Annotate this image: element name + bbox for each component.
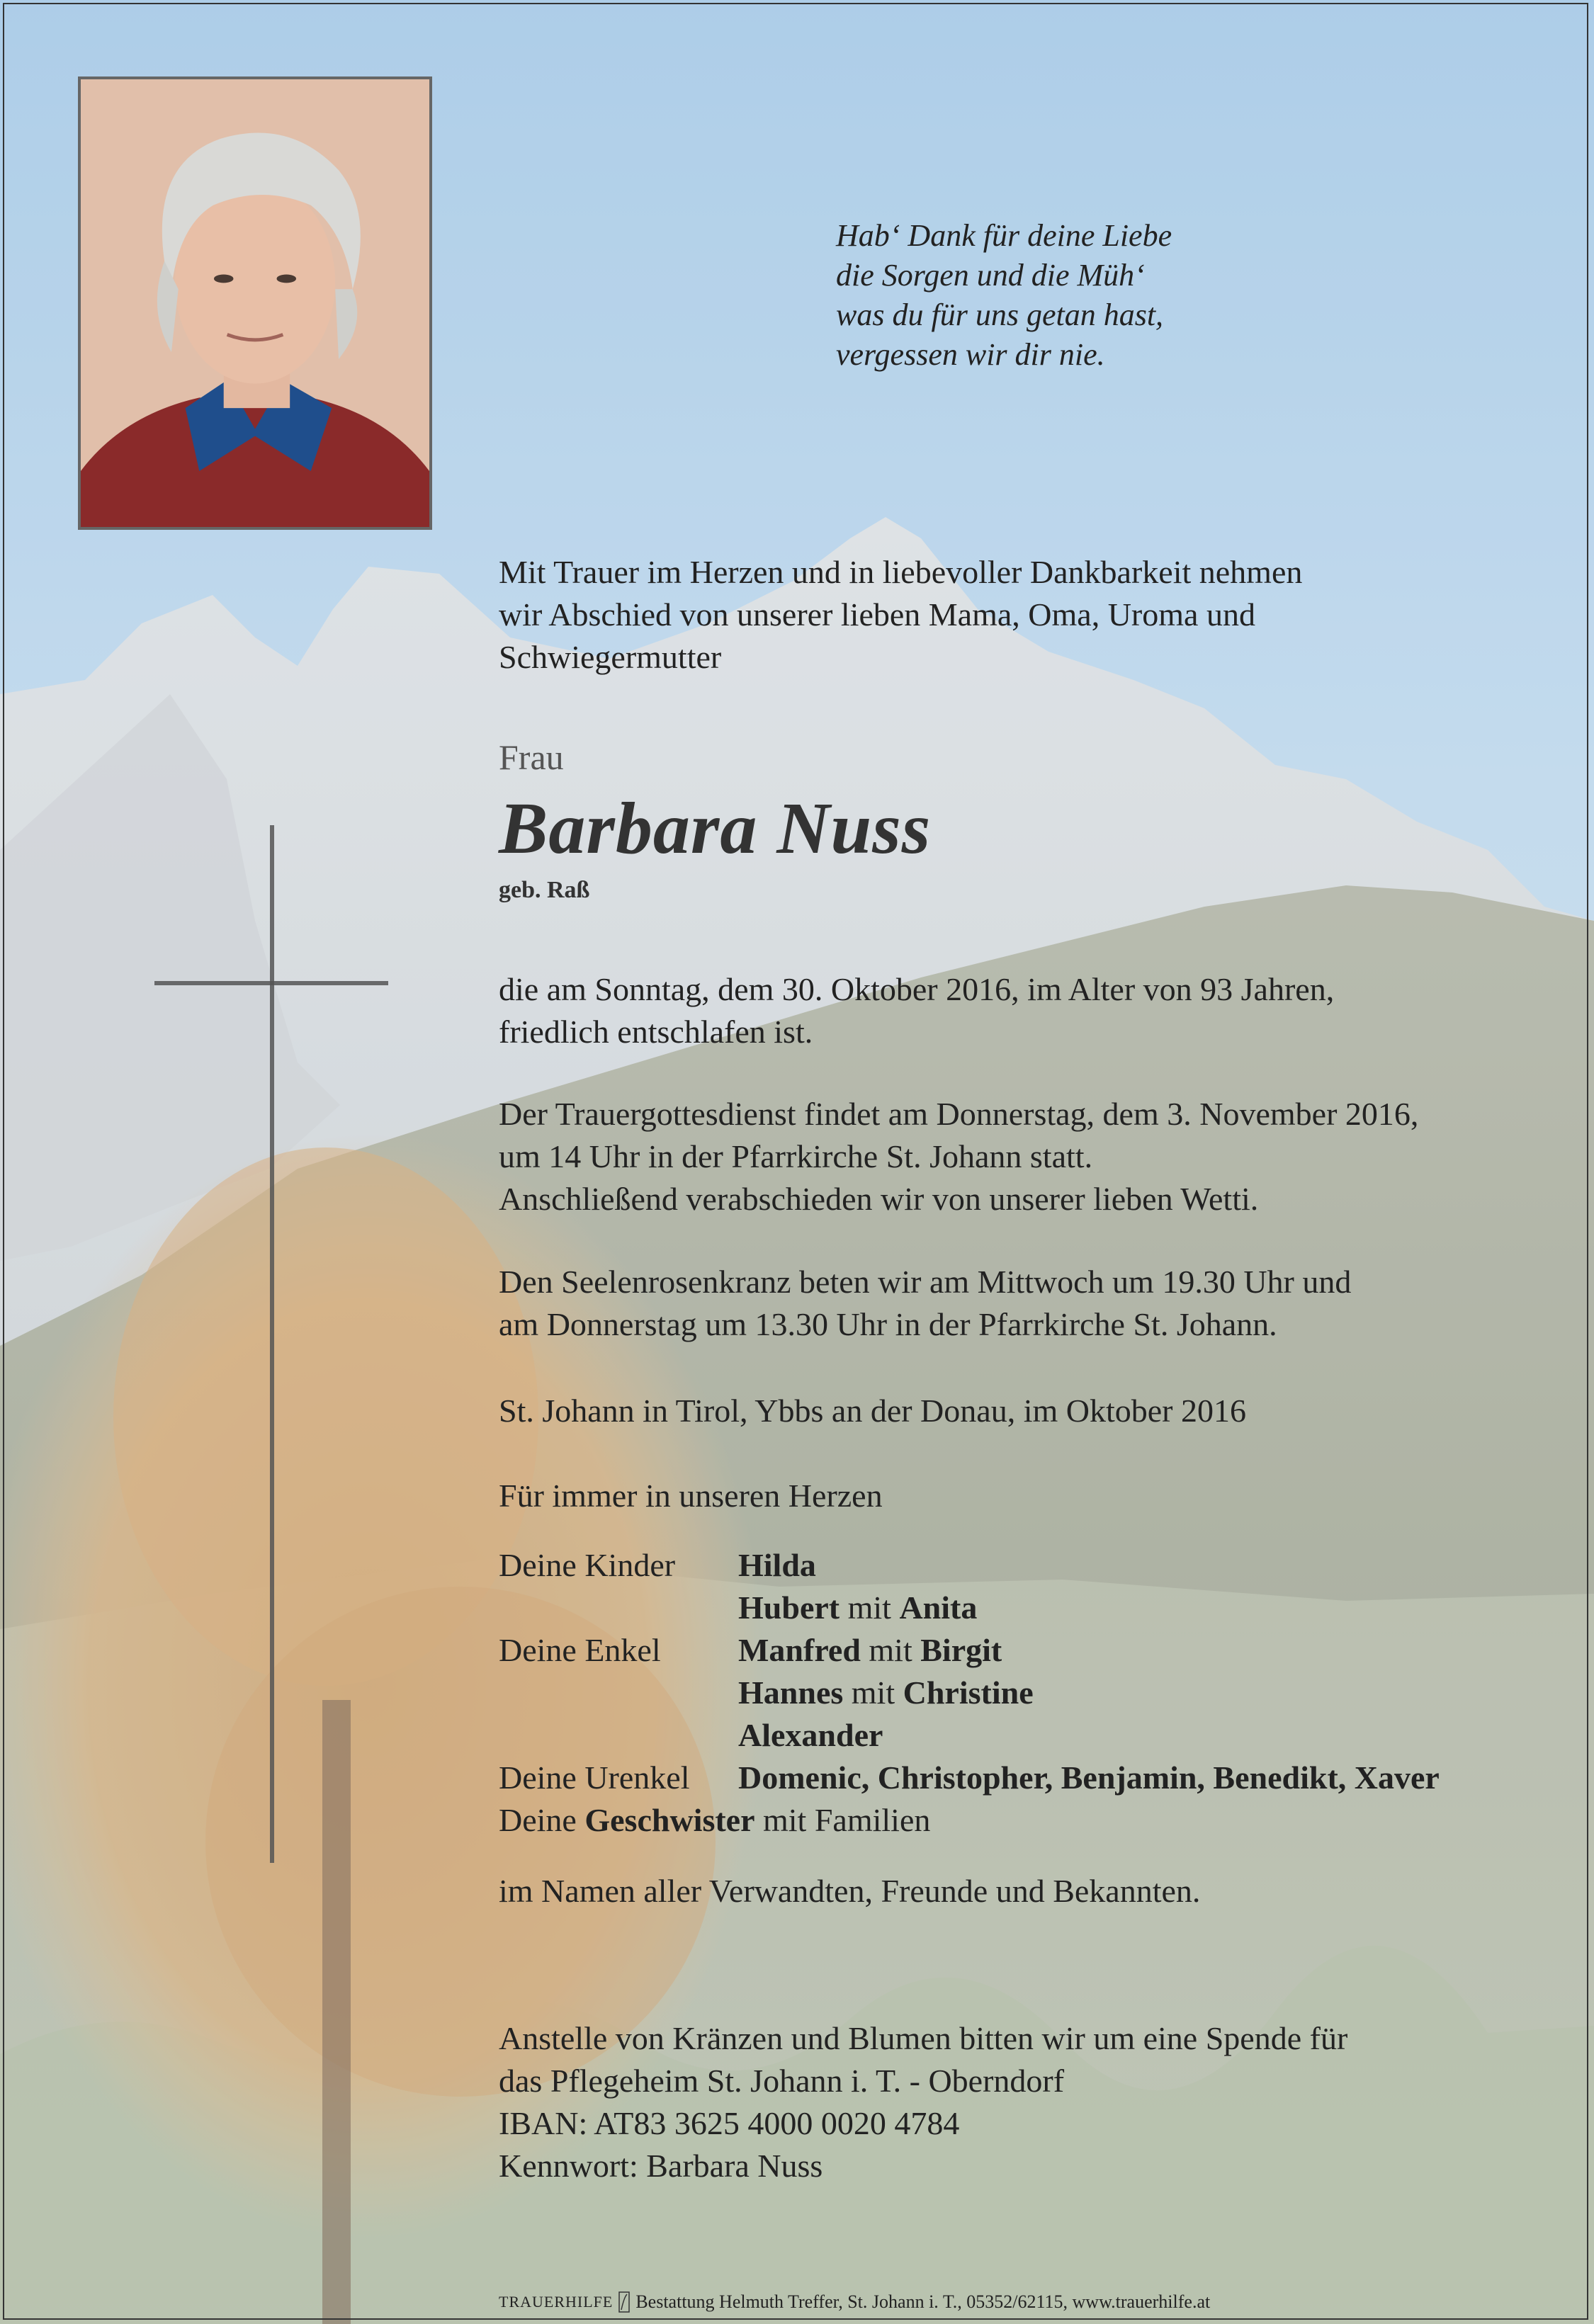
intro-line: wir Abschied von unserer lieben Mama, Oma, Uroma und — [499, 596, 1255, 633]
funeral-service — [499, 1093, 1418, 1220]
death-line: die am Sonntag, dem 30. Oktober 2016, im Alter von 93 Jahren, — [499, 971, 1335, 1007]
intro-line: Mit Trauer im Herzen und in liebevoller Dankbarkeit nehmen — [499, 554, 1303, 590]
grandchildren-label: Deine Enkel — [499, 1632, 661, 1668]
poem-line: vergessen wir dir nie. — [836, 337, 1105, 372]
poem-line: was du für uns getan hast, — [836, 297, 1164, 332]
place-date-text: St. Johann in Tirol, Ybbs an der Donau, im Oktober 2016 — [499, 1393, 1246, 1429]
family-list — [499, 1544, 1440, 1842]
grandchild-name: Manfred — [738, 1632, 861, 1668]
with-word: mit — [869, 1632, 912, 1668]
birth-name: geb. Raß — [499, 877, 590, 903]
family-row-child2 — [499, 1587, 1440, 1629]
siblings-label: Geschwister — [584, 1802, 755, 1838]
service-line: Der Trauergottesdienst findet am Donnerstag, dem 3. November 2016, — [499, 1096, 1419, 1132]
footer-text: Bestattung Helmuth Treffer, St. Johann i. T., 05352/62115, www.trauerhilfe.at — [635, 2291, 1211, 2312]
funeral-home-logo-icon — [618, 2291, 630, 2313]
footer-brand: TRAUERHILFE — [499, 2293, 614, 2311]
death-line: friedlich entschlafen ist. — [499, 1014, 813, 1050]
grandchild-name: Alexander — [738, 1717, 883, 1753]
forever-line — [499, 1475, 883, 1517]
intro-text — [499, 551, 1302, 679]
grandchild-name: Hannes — [738, 1674, 844, 1711]
donation-line: Anstelle von Kränzen und Blumen bitten wir um eine Spende für — [499, 2020, 1348, 2056]
donation-line: Kennwort: Barbara Nuss — [499, 2148, 823, 2184]
with-word: mit — [851, 1674, 895, 1711]
footer — [499, 2291, 1210, 2313]
cross-icon-horizontal — [154, 981, 388, 985]
death-notice — [499, 968, 1334, 1053]
poem-line: die Sorgen und die Müh‘ — [836, 258, 1145, 293]
forever-text: Für immer in unseren Herzen — [499, 1478, 883, 1514]
closing-line — [499, 1870, 1200, 1912]
place-date — [499, 1390, 1246, 1432]
portrait-photo — [78, 76, 432, 530]
poem-line: Hab‘ Dank für deine Liebe — [836, 218, 1172, 253]
rosary-line: Den Seelenrosenkranz beten wir am Mittwoch um 19.30 Uhr und — [499, 1264, 1352, 1300]
family-row-great-grandchildren — [499, 1757, 1440, 1799]
siblings-prefix: Deine — [499, 1802, 577, 1838]
intro-line: Schwiegermutter — [499, 639, 722, 675]
great-grandchildren-names: Domenic, Christopher, Benjamin, Benedikt, Xaver — [738, 1759, 1440, 1796]
memorial-poem — [836, 216, 1172, 375]
family-row-grandchild3 — [499, 1714, 1440, 1757]
family-row-grandchildren — [499, 1629, 1440, 1672]
child-name: Hubert — [738, 1589, 840, 1626]
child-name: Hilda — [738, 1547, 816, 1583]
family-row-children — [499, 1544, 1440, 1587]
children-label: Deine Kinder — [499, 1547, 676, 1583]
deceased-name: Barbara Nuss — [499, 788, 932, 869]
donation-line: das Pflegeheim St. Johann i. T. - Oberndorf — [499, 2063, 1065, 2099]
partner-name: Birgit — [920, 1632, 1002, 1668]
donation-line: IBAN: AT83 3625 4000 0020 4784 — [499, 2105, 960, 2141]
great-grandchildren-label: Deine Urenkel — [499, 1759, 690, 1796]
closing-text: im Namen aller Verwandten, Freunde und Bekannten. — [499, 1873, 1201, 1909]
family-row-siblings — [499, 1799, 1440, 1842]
family-row-grandchild2 — [499, 1672, 1440, 1714]
partner-name: Christine — [903, 1674, 1034, 1711]
service-line: Anschließend verabschieden wir von unserer lieben Wetti. — [499, 1181, 1259, 1217]
rosary-prayer — [499, 1261, 1351, 1346]
siblings-suffix: mit Familien — [763, 1802, 931, 1838]
salutation: Frau — [499, 737, 564, 777]
partner-name: Anita — [899, 1589, 978, 1626]
rosary-line: am Donnerstag um 13.30 Uhr in der Pfarrkirche St. Johann. — [499, 1306, 1277, 1342]
with-word: mit — [847, 1589, 891, 1626]
donation-request — [499, 2017, 1347, 2187]
service-line: um 14 Uhr in der Pfarrkirche St. Johann statt. — [499, 1138, 1093, 1174]
